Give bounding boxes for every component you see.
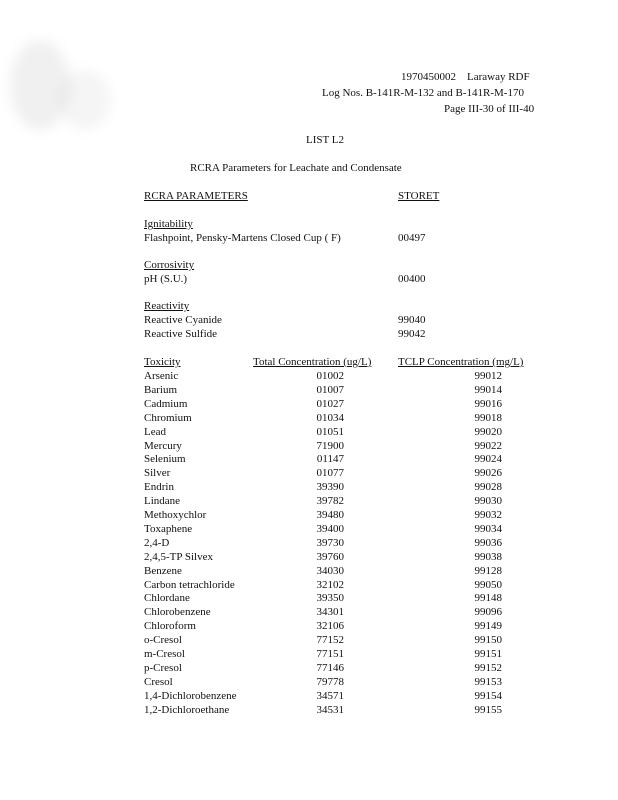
toxicity-row-tclp-code: 99034 bbox=[474, 523, 502, 535]
toxicity-row-tclp-code: 99012 bbox=[474, 370, 502, 382]
toxicity-row-name: Cadmium bbox=[144, 398, 188, 410]
toxicity-row-name: Arsenic bbox=[144, 370, 179, 382]
toxicity-row-tclp-code: 99149 bbox=[474, 620, 502, 632]
list-title: LIST L2 bbox=[306, 134, 344, 146]
toxicity-row-tclp-code: 99154 bbox=[474, 690, 502, 702]
toxicity-row-tclp-code: 99155 bbox=[474, 704, 502, 716]
total-concentration-header: Total Concentration (ug/L) bbox=[253, 356, 372, 368]
toxicity-row-tclp-code: 99016 bbox=[474, 398, 502, 410]
tclp-concentration-header: TCLP Concentration (mg/L) bbox=[398, 356, 524, 368]
toxicity-row-total-code: 01051 bbox=[316, 426, 344, 438]
toxicity-row-tclp-code: 99150 bbox=[474, 634, 502, 646]
toxicity-row-total-code: 01007 bbox=[316, 384, 344, 396]
log-numbers: Log Nos. B-141R-M-132 and B-141R-M-170 bbox=[322, 87, 524, 99]
toxicity-row-total-code: 39400 bbox=[316, 523, 344, 535]
toxicity-row-total-code: 32102 bbox=[316, 579, 344, 591]
toxicity-row-total-code: 34531 bbox=[316, 704, 344, 716]
toxicity-row-name: o-Cresol bbox=[144, 634, 182, 646]
toxicity-row-total-code: 39760 bbox=[316, 551, 344, 563]
toxicity-row-name: Lead bbox=[144, 426, 166, 438]
toxicity-row-tclp-code: 99014 bbox=[474, 384, 502, 396]
scan-smudge bbox=[60, 70, 110, 130]
toxicity-row-total-code: 77151 bbox=[316, 648, 344, 660]
corrosivity-code: 00400 bbox=[398, 273, 426, 285]
toxicity-row-name: p-Cresol bbox=[144, 662, 182, 674]
toxicity-row-total-code: 34301 bbox=[316, 606, 344, 618]
toxicity-row-tclp-code: 99026 bbox=[474, 467, 502, 479]
toxicity-row-total-code: 71900 bbox=[316, 440, 344, 452]
reactivity-code: 99040 bbox=[398, 314, 426, 326]
toxicity-row-tclp-code: 99020 bbox=[474, 426, 502, 438]
toxicity-row-name: Chloroform bbox=[144, 620, 196, 632]
reactivity-item: Reactive Cyanide bbox=[144, 314, 222, 326]
site-name: Laraway RDF bbox=[467, 71, 530, 83]
toxicity-row-total-code: 01077 bbox=[316, 467, 344, 479]
toxicity-row-total-code: 39390 bbox=[316, 481, 344, 493]
toxicity-row-tclp-code: 99038 bbox=[474, 551, 502, 563]
toxicity-row-name: 2,4,5-TP Silvex bbox=[144, 551, 213, 563]
toxicity-row-name: Chlorobenzene bbox=[144, 606, 211, 618]
reactivity-code: 99042 bbox=[398, 328, 426, 340]
toxicity-row-total-code: 34571 bbox=[316, 690, 344, 702]
toxicity-row-name: 1,2-Dichloroethane bbox=[144, 704, 230, 716]
toxicity-row-tclp-code: 99032 bbox=[474, 509, 502, 521]
toxicity-row-name: Benzene bbox=[144, 565, 182, 577]
ignitability-item: Flashpoint, Pensky-Martens Closed Cup ( F) bbox=[144, 232, 341, 244]
toxicity-row-total-code: 01027 bbox=[316, 398, 344, 410]
toxicity-row-tclp-code: 99096 bbox=[474, 606, 502, 618]
ignitability-code: 00497 bbox=[398, 232, 426, 244]
toxicity-row-total-code: 39350 bbox=[316, 592, 344, 604]
toxicity-row-total-code: 32106 bbox=[316, 620, 344, 632]
toxicity-row-tclp-code: 99024 bbox=[474, 453, 502, 465]
toxicity-row-total-code: 01147 bbox=[316, 453, 344, 465]
toxicity-heading: Toxicity bbox=[144, 356, 181, 368]
reactivity-heading: Reactivity bbox=[144, 300, 190, 312]
toxicity-row-name: Toxaphene bbox=[144, 523, 193, 535]
toxicity-row-tclp-code: 99022 bbox=[474, 440, 502, 452]
toxicity-row-total-code: 79778 bbox=[316, 676, 344, 688]
toxicity-row-tclp-code: 99050 bbox=[474, 579, 502, 591]
toxicity-row-tclp-code: 99128 bbox=[474, 565, 502, 577]
rcra-parameters-header: RCRA PARAMETERS bbox=[144, 190, 248, 202]
toxicity-row-tclp-code: 99030 bbox=[474, 495, 502, 507]
toxicity-row-name: Endrin bbox=[144, 481, 174, 493]
ignitability-heading: Ignitability bbox=[144, 218, 193, 230]
header-line-1 bbox=[401, 71, 530, 83]
toxicity-row-name: m-Cresol bbox=[144, 648, 185, 660]
toxicity-row-total-code: 77152 bbox=[316, 634, 344, 646]
toxicity-row-tclp-code: 99151 bbox=[474, 648, 502, 660]
toxicity-row-tclp-code: 99152 bbox=[474, 662, 502, 674]
toxicity-row-name: Silver bbox=[144, 467, 171, 479]
toxicity-row-tclp-code: 99036 bbox=[474, 537, 502, 549]
toxicity-row-total-code: 01002 bbox=[316, 370, 344, 382]
scan-smudge bbox=[10, 40, 70, 130]
toxicity-row-name: Chromium bbox=[144, 412, 192, 424]
toxicity-row-name: 2,4-D bbox=[144, 537, 170, 549]
toxicity-row-tclp-code: 99148 bbox=[474, 592, 502, 604]
toxicity-row-name: Mercury bbox=[144, 440, 182, 452]
toxicity-row-name: 1,4-Dichlorobenzene bbox=[144, 690, 237, 702]
toxicity-row-tclp-code: 99153 bbox=[474, 676, 502, 688]
toxicity-row-total-code: 34030 bbox=[316, 565, 344, 577]
toxicity-row-name: Lindane bbox=[144, 495, 181, 507]
storet-header: STORET bbox=[398, 190, 440, 202]
toxicity-row-name: Carbon tetrachloride bbox=[144, 579, 235, 591]
toxicity-row-total-code: 39782 bbox=[316, 495, 344, 507]
list-subtitle: RCRA Parameters for Leachate and Condensate bbox=[190, 162, 402, 174]
toxicity-row-name: Selenium bbox=[144, 453, 186, 465]
page-number: Page III-30 of III-40 bbox=[444, 103, 535, 115]
document-id: 1970450002 bbox=[401, 71, 456, 83]
toxicity-row-total-code: 39730 bbox=[316, 537, 344, 549]
toxicity-row-name: Chlordane bbox=[144, 592, 190, 604]
toxicity-row-name: Barium bbox=[144, 384, 177, 396]
toxicity-row-total-code: 39480 bbox=[316, 509, 344, 521]
toxicity-row-total-code: 01034 bbox=[316, 412, 344, 424]
toxicity-row-total-code: 77146 bbox=[316, 662, 344, 674]
corrosivity-item: pH (S.U.) bbox=[144, 273, 188, 285]
toxicity-row-tclp-code: 99018 bbox=[474, 412, 502, 424]
toxicity-row-name: Cresol bbox=[144, 676, 173, 688]
toxicity-row-name: Methoxychlor bbox=[144, 509, 207, 521]
corrosivity-heading: Corrosivity bbox=[144, 259, 195, 271]
toxicity-row-tclp-code: 99028 bbox=[474, 481, 502, 493]
reactivity-item: Reactive Sulfide bbox=[144, 328, 218, 340]
